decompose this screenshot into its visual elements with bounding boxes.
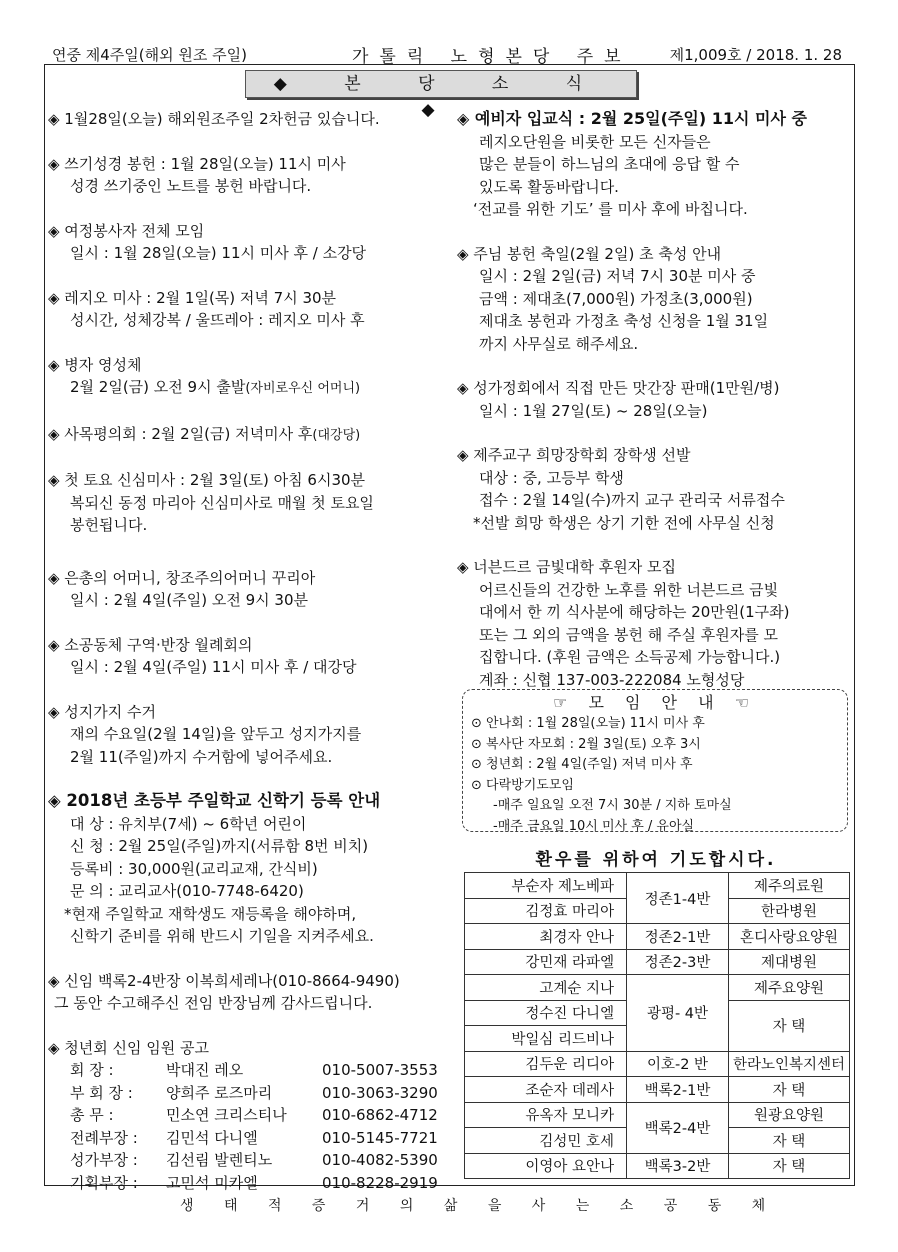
officer-row [48, 1104, 448, 1127]
table-row: 김정효 마리아 한라병원 [465, 898, 850, 924]
table-row: 조순자 데레사 백록2-1반 자 택 [465, 1077, 850, 1103]
notice-catechumen-admission: ◈ 예비자 입교식 : 2월 25일(주일) 11시 미사 중 레지오단원을 비롯한 모든 신자들은 많은 분들이 하느님의 초대에 응답 할 수 있도록 활동바랍니다. ‘전교를 위한 기도’ 를 미사 후에 바칩니다. [457, 109, 807, 218]
right-column [457, 108, 853, 691]
notice-palm-collection: ◈ 성지가지 수거 재의 수요일(2월 14일)을 앞두고 성지가지를 2월 11(주일)까지 수거함에 넣어주세요. [48, 702, 362, 766]
left-column [48, 108, 448, 1194]
notice-pastoral-council: ◈ 사목평의회 : 2월 2일(금) 저녁미사 후(대강당) [48, 424, 361, 443]
notice-sunday-school: ◈ 2018년 초등부 주일학교 신학기 등록 안내 대 상 : 유치부(7세) ~ 6학년 어린이 신 청 : 2월 25일(주일)까지(서류함 8번 비치) 등록비 : 30,000원(교리교재, 간식비) 문 의 : 교리교사(010-7748-6420) *현재 주일학교 재학생도 재등록을 해야하며, 신학기 준비를 위해 반드시 기일을 지켜주세요. [48, 791, 381, 945]
table-row: 고계순 지나 광평- 4반 제주요양원 [465, 975, 850, 1001]
table-row: 유옥자 모니카 백록2-4반 원광요양원 [465, 1102, 850, 1128]
officer-role: 기획부장 : [70, 1173, 138, 1192]
officer-row [48, 1127, 448, 1150]
officer-name: 김민석 다니엘 [166, 1128, 258, 1147]
sick-prayer-title: 환우를 위하여 기도합시다. [535, 850, 777, 870]
notice-bible-writing: ◈ 쓰기성경 봉헌 : 1월 28일(오늘) 11시 미사 성경 쓰기중인 노트를 봉헌 바랍니다. [48, 154, 346, 195]
issue-number-date: 제1,009호 / 2018. 1. 28 [669, 46, 842, 64]
officer-name: 고민석 미카엘 [166, 1173, 258, 1192]
notice-volunteer-meeting: ◈ 여정봉사자 전체 모임 일시 : 1월 28일(오늘) 11시 미사 후 / 소강당 [48, 221, 367, 262]
officer-name: 양희주 로즈마리 [166, 1083, 273, 1102]
officer-role: 총 무 : [70, 1106, 114, 1124]
officer-phone: 010-3063-3290 [322, 1083, 438, 1102]
table-row: 최경자 안나 정존2-1반 혼디사랑요양원 [465, 924, 850, 950]
officer-role: 성가부장 : [70, 1151, 138, 1169]
officer-list [48, 1059, 448, 1194]
footer-motto: 생 태 적 증 거 의 삶 을 사 는 소 공 동 체 [180, 1198, 779, 1214]
officer-role: 전례부장 : [70, 1128, 138, 1147]
officer-name: 박대진 레오 [166, 1061, 244, 1079]
table-row: 김두운 리디아 이호-2 반 한라노인복지센터 [465, 1051, 850, 1077]
officer-name: 김선림 발렌티노 [166, 1151, 273, 1169]
table-row: 부순자 제노베파 정존1-4반 제주의료원 [465, 873, 850, 899]
officer-phone: 010-4082-5390 [322, 1151, 438, 1169]
notice-golden-college-sponsors: ◈ 너븐드르 금빛대학 후원자 모집 어르신들의 건강한 노후를 위한 너븐드르 금빛 대에서 한 끼 식사분에 해당하는 20만원(1구좌) 또는 그 외의 금액을 봉헌 해 주실 후원자를 모 집합니다. (후원 금액은 소득공제 가능합니다.) 계좌 : 신협 137-003-222084 노형성당 [457, 558, 790, 689]
notice-small-community-meeting: ◈ 소공동체 구역·반장 월례회의 일시 : 2월 4일(주일) 11시 미사 후 / 대강당 [48, 635, 357, 676]
table-row: 정수진 다니엘 자 택 [465, 1000, 850, 1026]
table-row: 박일심 리드비나 [465, 1026, 850, 1052]
officer-name: 민소연 크리스티나 [166, 1106, 287, 1124]
notice-scholarship: ◈ 제주교구 희망장학회 장학생 선발 대상 : 중, 고등부 학생 접수 : 2월 14일(수)까지 교구 관리국 서류접수 *선발 희망 학생은 상기 기한 전에 사무실 신청 [457, 446, 785, 532]
gathering-title: ☞ 모 임 안 내 ☜ [553, 693, 757, 712]
notice-legio-mass: ◈ 레지오 미사 : 2월 1일(목) 저녁 7시 30분 성시간, 성체강복 / 울뜨레아 : 레지오 미사 후 [48, 288, 365, 329]
notice-sick-communion: ◈ 병자 영성체 2월 2일(금) 오전 9시 출발(자비로우신 어머니) [48, 355, 361, 396]
officer-row [48, 1149, 448, 1172]
bulletin-title: 가톨릭 노형본당 주보 [352, 47, 632, 67]
officer-row [48, 1082, 448, 1105]
officer-role: 부 회 장 : [70, 1083, 133, 1102]
notice-overseas-aid: ◈ 1월28일(오늘) 해외원조주일 2차헌금 있습니다. [48, 110, 380, 128]
liturgical-day: 연중 제4주일(해외 원조 주일) [52, 46, 247, 64]
gathering-box: ☞ 모 임 안 내 ☜ ⊙ 안나회 : 1월 28일(오늘) 11시 미사 후 ⊙ 복사단 자모회 : 2월 3일(토) 오후 3시 ⊙ 청년회 : 2월 4일(주일) 저녁 미사 후 ⊙ 다락방기도모임 -매주 일요일 오전 7시 30분 / 지하 토마실 -매주 금요일 10시 미사 후 / 유아실 [462, 689, 848, 832]
table-row: 강민재 라파엘 정존2-3반 제대병원 [465, 949, 850, 975]
officer-row [48, 1059, 448, 1082]
table-row: 이영아 요안나 백록3-2반 자 택 [465, 1153, 850, 1179]
notice-youth-officers: ◈ 청년회 신임 임원 공고 회 장 : 박대진 레오 010-5007-3553 부 회 장 : 양희주 로즈마리 010-3063-3290 총 무 : 민소연 크리스티나 010-6862-4712 전례부장 : 김민석 다니엘 010-5145-7721 성가부장 : 김선림 발렌티노 010-4082-5390 기획부장 : 고민석 미카엘 010-8228-2919 [48, 1037, 448, 1195]
sick-prayer-table [464, 872, 850, 1179]
officer-phone: 010-5145-7721 [322, 1128, 438, 1147]
officer-phone: 010-5007-3553 [322, 1061, 438, 1079]
officer-phone: 010-6862-4712 [322, 1106, 438, 1124]
bulletin-header [52, 42, 842, 67]
notice-new-block-leader: ◈ 신임 백록2-4반장 이복희세레나(010-8664-9490) 그 동안 수고해주신 전임 반장님께 감사드립니다. [48, 971, 400, 1012]
officer-role: 회 장 : [70, 1061, 114, 1079]
notice-curia: ◈ 은총의 어머니, 창조주의어머니 꾸리아 일시 : 2월 4일(주일) 오전 9시 30분 [48, 568, 316, 609]
officer-phone: 010-8228-2919 [322, 1173, 438, 1192]
notice-soy-sauce-sale: ◈ 성가정회에서 직접 만든 맛간장 판매(1만원/병) 일시 : 1월 27일(토) ~ 28일(오늘) [457, 379, 780, 420]
section-banner: ◆ 본 당 소 식 ◆ [245, 70, 637, 98]
notice-first-saturday: ◈ 첫 토요 신심미사 : 2월 3일(토) 아침 6시30분 복되신 동정 마리아 신심미사로 매월 첫 토요일 봉헌됩니다. [48, 471, 374, 534]
table-row: 김성민 호세 자 택 [465, 1128, 850, 1154]
notice-candlemas: ◈ 주님 봉헌 축일(2월 2일) 초 축성 안내 일시 : 2월 2일(금) 저녁 7시 30분 미사 중 금액 : 제대초(7,000원) 가정초(3,000원) 제대초 봉헌과 가정초 축성 신청을 1월 31일 까지 사무실로 해주세요. [457, 244, 769, 353]
officer-row [48, 1172, 448, 1195]
